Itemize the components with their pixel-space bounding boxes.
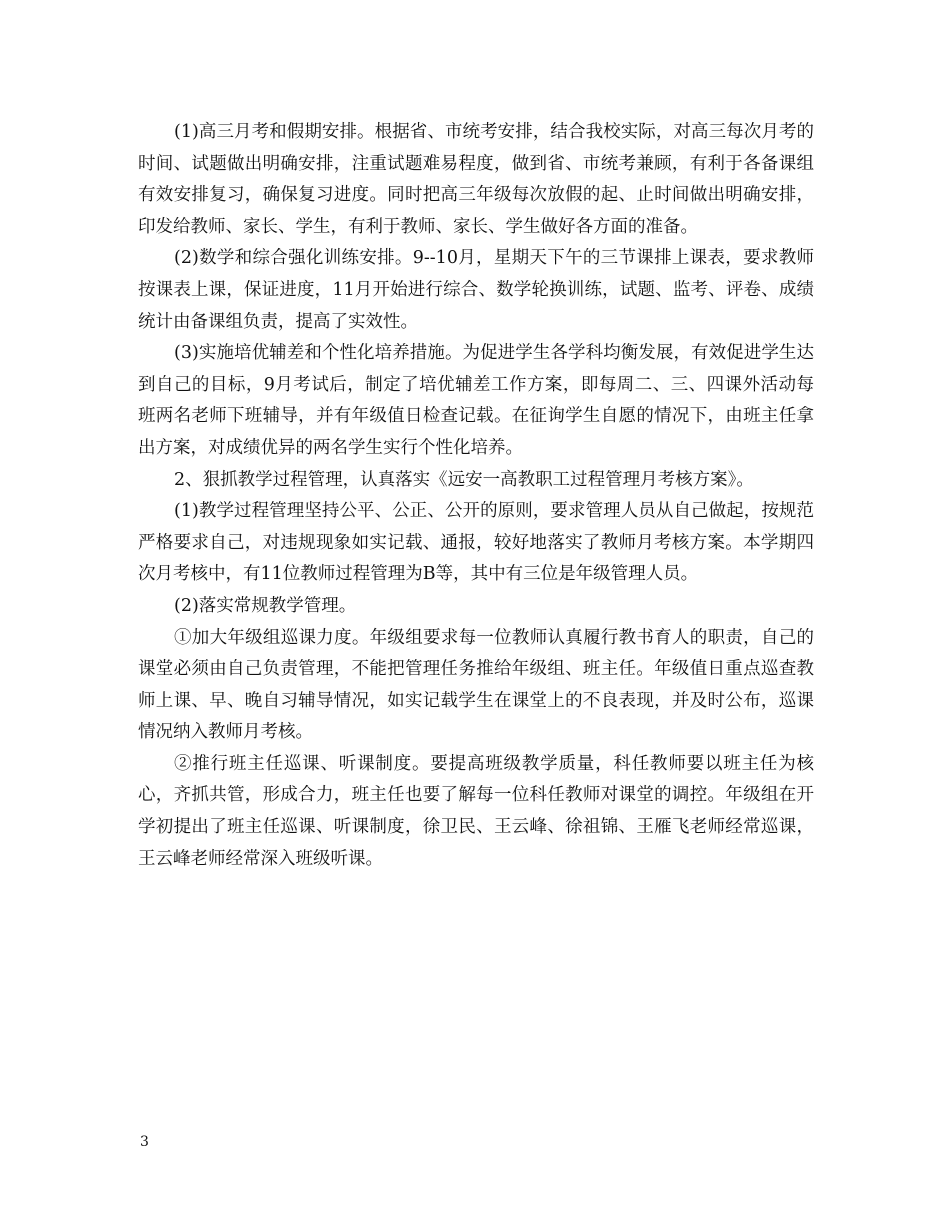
paragraph-fairness-principle: (1)教学过程管理坚持公平、公正、公开的原则，要求管理人员从自己做起，按规范严格要求自己，对违规现象如实记载、通报，较好地落实了教师月考核方案。本学期四次月考核中，有11位教师过程管理为B等，其中有三位是年级管理人员。	[138, 501, 814, 585]
paragraph-math-training: (2)数学和综合强化训练安排。9--10月，星期天下午的三节课排上课表，要求教师按课表上课，保证进度，11月开始进行综合、数学轮换训练，试题、监考、评卷、成绩统计由备课组负责，提高了实效性。	[138, 248, 814, 332]
paragraph-routine-management: (2)落实常规教学管理。	[174, 595, 357, 616]
document-body	[138, 117, 814, 875]
paragraph-tutoring-measures: (3)实施培优辅差和个性化培养措施。为促进学生各学科均衡发展，有效促进学生达到自己的目标，9月考试后，制定了培优辅差工作方案，即每周二、三、四课外活动每班两名老师下班辅导，并有年级值日检查记载。在征询学生自愿的情况下，由班主任拿出方案，对成绩优异的两名学生实行个性化培养。	[138, 343, 814, 458]
paragraph-head-teacher-patrol: ②推行班主任巡课、听课制度。要提高班级教学质量，科任教师要以班主任为核心，齐抓共管，形成合力，班主任也要了解每一位科任教师对课堂的调控。年级组在开学初提出了班主任巡课、听课制度，徐卫民、王云峰、徐祖锦、王雁飞老师经常巡课，王云峰老师经常深入班级听课。	[138, 753, 814, 869]
paragraph-class-patrol: ①加大年级组巡课力度。年级组要求每一位教师认真履行教书育人的职责，自己的课堂必须由自己负责管理，不能把管理任务推给年级组、班主任。年级值日重点巡查教师上课、早、晚自习辅导情况，如实记载学生在课堂上的不良表现，并及时公布，巡课情况纳入教师月考核。	[138, 627, 814, 743]
paragraph-process-management-heading: 2、狠抓教学过程管理，认真落实《远安一高教职工过程管理月考核方案》。	[174, 469, 754, 490]
page-number: 3	[140, 1134, 149, 1150]
paragraph-exam-holiday: (1)高三月考和假期安排。根据省、市统考安排，结合我校实际，对高三每次月考的时间、试题做出明确安排，注重试题难易程度，做到省、市统考兼顾，有利于各备课组有效安排复习，确保复习进度。同时把高三年级每次放假的起、止时间做出明确安排，印发给教师、家长、学生，有利于教师、家长、学生做好各方面的准备。	[138, 122, 814, 237]
